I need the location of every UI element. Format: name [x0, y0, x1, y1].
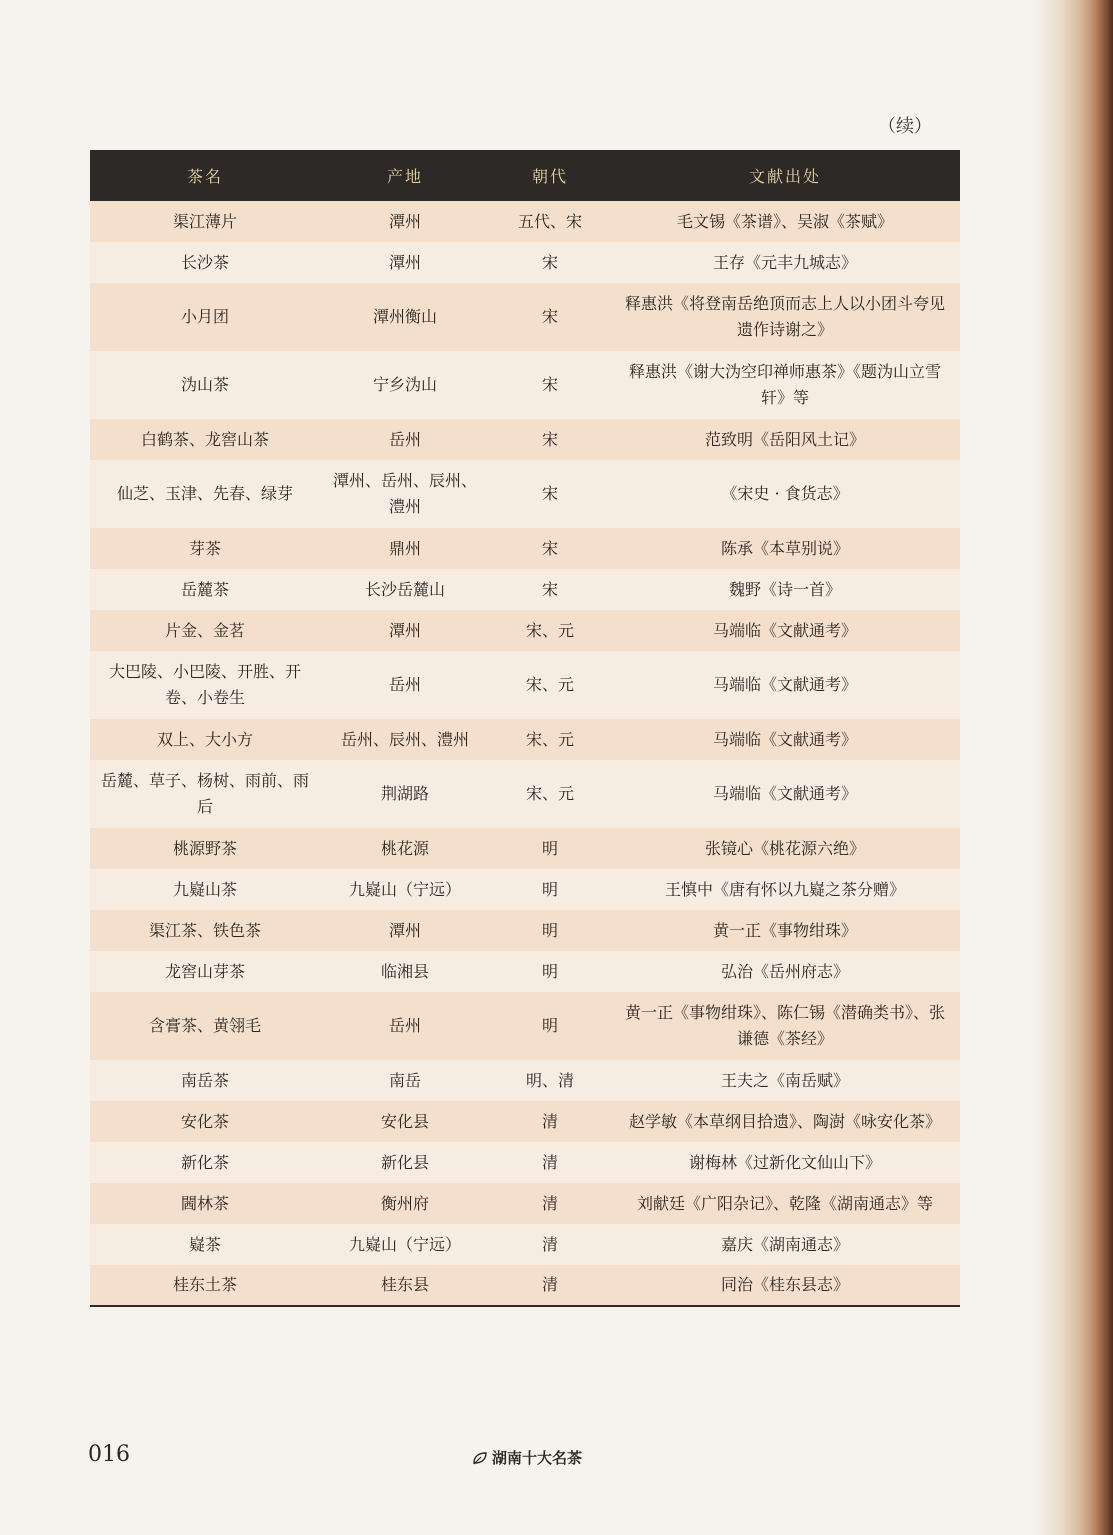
cell-source: 刘献廷《广阳杂记》、乾隆《湖南通志》等: [636, 1193, 933, 1213]
table-row: [90, 719, 960, 760]
cell-source: 赵学敏《本草纲目拾遗》、陶澍《咏安化茶》: [628, 1111, 941, 1131]
cell-source: 马端临《文献通考》: [712, 784, 857, 803]
cell-tea-name: 长沙茶: [180, 252, 229, 272]
cell-source: 弘治《岳州府志》: [720, 961, 849, 981]
table-row: [90, 651, 960, 719]
cell-dynasty: 宋: [541, 429, 558, 449]
tea-table: [90, 150, 960, 1307]
cell-source: 释惠洪《谢大沩空印禅师惠茶》《题沩山立雪轩》等: [628, 362, 941, 407]
cell-tea-name: 龙窖山芽茶: [164, 961, 245, 981]
cell-tea-name: 芽茶: [188, 538, 221, 558]
table-row: [90, 1265, 960, 1306]
cell-origin: 临湘县: [380, 961, 429, 981]
cell-tea-name: 渠江茶、铁色茶: [148, 920, 261, 940]
cell-origin: 新化县: [380, 1152, 429, 1172]
cell-tea-name: 片金、金茗: [164, 620, 245, 640]
cell-tea-name: 岳麓、草子、杨树、雨前、雨后: [100, 771, 309, 816]
table-row: [90, 910, 960, 951]
cell-dynasty: 宋、元: [525, 675, 574, 694]
cell-tea-name: 南岳茶: [180, 1070, 229, 1090]
table-row: [90, 351, 960, 419]
binding-shadow: [1033, 0, 1113, 1535]
cell-origin: 潭州衡山: [372, 307, 437, 326]
table-row: [90, 1060, 960, 1101]
cell-origin: 九嶷山（宁远）: [348, 1234, 461, 1254]
cell-tea-name: 沩山茶: [180, 375, 229, 394]
cell-source: 同治《桂东县志》: [720, 1275, 849, 1294]
cell-tea-name: 安化茶: [180, 1111, 229, 1131]
table-row: [90, 1224, 960, 1265]
table-row: [90, 242, 960, 283]
cell-source: 马端临《文献通考》: [712, 675, 857, 694]
cell-origin: 桂东县: [380, 1275, 429, 1294]
cell-origin: 安化县: [380, 1111, 429, 1131]
cell-source: 释惠洪《将登南岳绝顶而志上人以小团斗夸见遗作诗谢之》: [624, 294, 945, 339]
cell-tea-name: 九嶷山茶: [172, 879, 237, 899]
cell-origin: 岳州: [388, 1016, 421, 1035]
cell-tea-name: 白鹤茶、龙窖山茶: [140, 429, 269, 449]
cell-source: 嘉庆《湖南通志》: [720, 1234, 849, 1254]
cell-origin: 九嶷山（宁远）: [348, 879, 461, 899]
cell-tea-name: 双上、大小方: [156, 729, 253, 749]
cell-dynasty: 清: [541, 1193, 558, 1213]
leaf-icon: [472, 1450, 488, 1466]
cell-source: 王存《元丰九城志》: [712, 252, 857, 272]
cell-tea-name: 桂东土茶: [172, 1275, 237, 1294]
header-tea-name: 茶名: [186, 167, 223, 186]
table-row: [90, 1101, 960, 1142]
cell-dynasty: 清: [541, 1234, 558, 1254]
header-origin: 产地: [386, 167, 423, 186]
cell-origin: 鼎州: [388, 538, 421, 558]
cell-tea-name: 嶷茶: [188, 1234, 221, 1254]
continued-label: （续）: [878, 116, 932, 137]
page-number: 016: [88, 1442, 130, 1467]
cell-origin: 宁乡沩山: [372, 375, 437, 394]
cell-dynasty: 五代、宋: [517, 211, 582, 231]
table-row: [90, 528, 960, 569]
cell-origin: 潭州: [388, 620, 421, 640]
book-title: 湖南十大名茶: [492, 1449, 583, 1467]
table-row: [90, 283, 960, 351]
cell-tea-name: 大巴陵、小巴陵、开胜、开卷、小卷生: [108, 662, 301, 707]
cell-dynasty: 宋、元: [525, 620, 574, 640]
cell-tea-name: 小月团: [180, 307, 229, 326]
cell-origin: 荆湖路: [380, 784, 429, 803]
table-row: [90, 201, 960, 242]
cell-tea-name: 仙芝、玉津、先春、绿芽: [116, 484, 293, 503]
cell-dynasty: 宋、元: [525, 784, 574, 803]
cell-tea-name: 岳麓茶: [180, 579, 229, 599]
cell-origin: 潭州: [388, 252, 421, 272]
table-row: [90, 1142, 960, 1183]
cell-tea-name: 渠江薄片: [172, 211, 237, 231]
table-row: [90, 610, 960, 651]
cell-source: 黄一正《事物绀珠》: [712, 920, 857, 940]
cell-source: 黄一正《事物绀珠》、陈仁锡《潜确类书》、张谦德《茶经》: [624, 1003, 945, 1048]
cell-source: 马端临《文献通考》: [712, 620, 857, 640]
cell-source: 王慎中《唐有怀以九嶷之茶分赠》: [664, 879, 905, 899]
cell-origin: 长沙岳麓山: [364, 579, 445, 599]
cell-source: 马端临《文献通考》: [712, 729, 857, 749]
cell-dynasty: 明: [541, 838, 558, 858]
cell-tea-name: 桃源野茶: [172, 838, 237, 858]
cell-tea-name: 閪林茶: [180, 1193, 229, 1213]
cell-origin: 岳州、辰州、澧州: [340, 729, 469, 749]
book-title-footer: [472, 1447, 582, 1468]
cell-dynasty: 宋: [541, 307, 558, 326]
cell-dynasty: 明: [541, 961, 558, 981]
cell-source: 王夫之《南岳赋》: [720, 1070, 849, 1090]
cell-tea-name: 含膏茶、黄翎毛: [148, 1016, 261, 1035]
cell-origin: 潭州: [388, 920, 421, 940]
cell-origin: 岳州: [388, 675, 421, 694]
cell-dynasty: 明: [541, 879, 558, 899]
header-source: 文献出处: [748, 167, 821, 186]
cell-dynasty: 宋、元: [525, 729, 574, 749]
table-row: [90, 828, 960, 869]
table-row: [90, 569, 960, 610]
cell-dynasty: 清: [541, 1111, 558, 1131]
cell-origin: 衡州府: [380, 1193, 429, 1213]
cell-dynasty: 宋: [541, 484, 558, 503]
cell-origin: 南岳: [388, 1070, 421, 1090]
cell-dynasty: 清: [541, 1152, 558, 1172]
table-row: [90, 419, 960, 460]
cell-dynasty: 明: [541, 920, 558, 940]
cell-source: 魏野《诗一首》: [728, 579, 841, 599]
cell-source: 《宋史 · 食货志》: [721, 484, 849, 503]
cell-source: 毛文锡《茶谱》、吴淑《茶赋》: [676, 211, 893, 231]
cell-dynasty: 明、清: [525, 1070, 574, 1090]
table-row: [90, 760, 960, 828]
cell-dynasty: 清: [541, 1275, 558, 1294]
cell-source: 范致明《岳阳风土记》: [704, 429, 865, 449]
cell-origin: 桃花源: [380, 838, 429, 858]
cell-origin: 潭州: [388, 211, 421, 231]
cell-origin: 岳州: [388, 429, 421, 449]
table-row: [90, 1183, 960, 1224]
cell-origin: 潭州、岳州、辰州、澧州: [332, 471, 477, 516]
cell-source: 谢梅林《过新化文仙山下》: [688, 1152, 881, 1172]
table-row: [90, 869, 960, 910]
table-row: [90, 460, 960, 528]
cell-dynasty: 宋: [541, 538, 558, 558]
table-header-row: [90, 150, 960, 201]
cell-dynasty: 宋: [541, 579, 558, 599]
cell-tea-name: 新化茶: [180, 1152, 229, 1172]
cell-source: 陈承《本草别说》: [720, 538, 849, 558]
cell-dynasty: 明: [541, 1016, 558, 1035]
table-row: [90, 992, 960, 1060]
cell-source: 张镜心《桃花源六绝》: [704, 838, 865, 858]
cell-dynasty: 宋: [541, 375, 558, 394]
cell-dynasty: 宋: [541, 252, 558, 272]
header-dynasty: 朝代: [531, 167, 568, 186]
table-row: [90, 951, 960, 992]
